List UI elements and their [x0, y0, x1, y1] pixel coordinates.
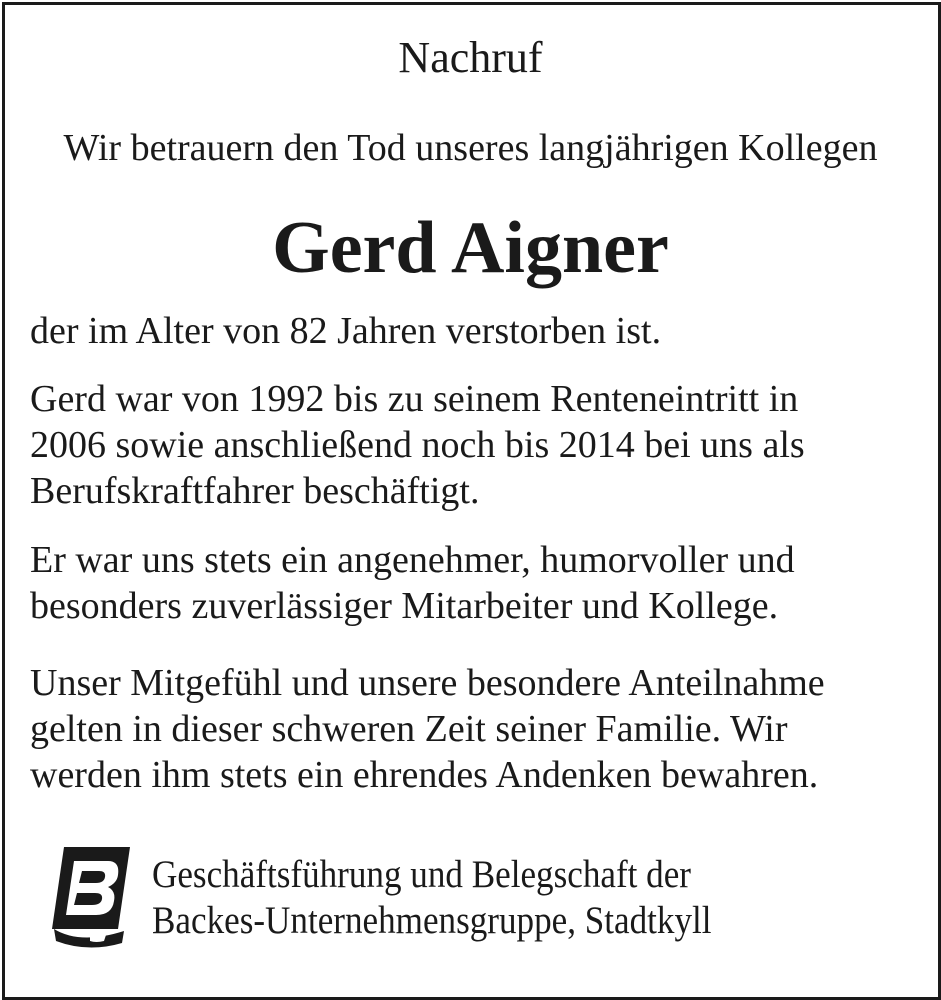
deceased-name: Gerd Aigner — [272, 207, 669, 289]
condolence-paragraph: Unser Mitgefühl und unsere besondere Anteilnahme gelten in dieser schweren Zeit seiner Familie. Wir werden ihm stets ein ehrendes Andenken bewahren. — [30, 662, 825, 796]
career-paragraph: Gerd war von 1992 bis zu seinem Renteneintritt in 2006 sowie anschließend noch bis 2014 bei uns als Berufskraftfahrer beschäftigt. — [30, 378, 805, 512]
character-paragraph: Er war uns stets ein angenehmer, humorvoller und besonders zuverlässiger Mitarbeiter und Kollege. — [30, 539, 795, 627]
notice-intro: Wir betrauern den Tod unseres langjährigen Kollegen — [63, 127, 878, 169]
company-b-logo-icon — [50, 845, 132, 953]
notice-title: Nachruf — [398, 33, 543, 82]
age-line: der im Alter von 82 Jahren verstorben ist. — [30, 310, 662, 352]
signature-block: Geschäftsführung und Belegschaft der Backes-Unternehmensgruppe, Stadtkyll — [152, 853, 712, 942]
